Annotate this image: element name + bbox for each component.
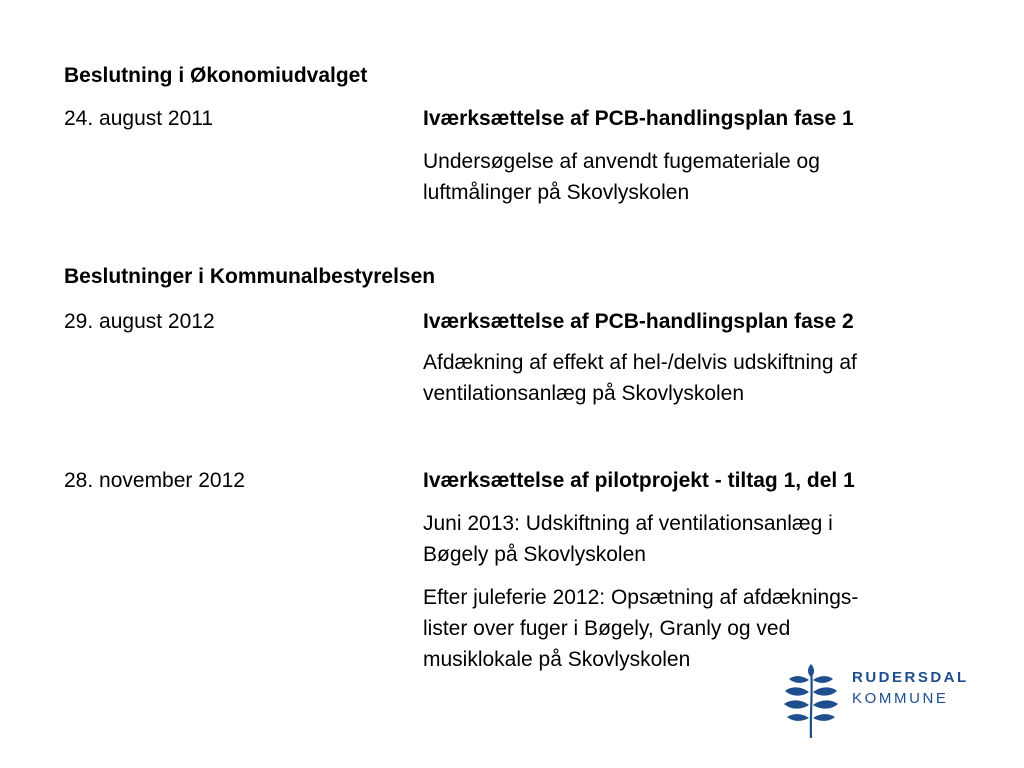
decision-item-line: Efter juleferie 2012: Opsætning af afdæknings- [423, 586, 859, 609]
decision-description-line: Undersøgelse af anvendt fugemateriale og [423, 150, 820, 173]
section-heading-kommunalbestyrelsen: Beslutninger i Kommunalbestyrelsen [64, 265, 436, 288]
decision-item-line: Bøgely på Skovlyskolen [423, 543, 646, 566]
decision-item-line: Juni 2013: Udskiftning af ventilationsanlæg i [423, 512, 833, 535]
section-heading-okonomiudvalget: Beslutning i Økonomiudvalget [64, 64, 368, 87]
decision-title: Iværksættelse af pilotprojekt - tiltag 1, del 1 [423, 469, 855, 492]
decision-date: 24. august 2011 [64, 107, 214, 130]
decision-date: 29. august 2012 [64, 310, 215, 333]
logo-name: RUDERSDAL [852, 669, 969, 686]
decision-item-line: musiklokale på Skovlyskolen [423, 648, 691, 671]
decision-description-line: Afdækning af effekt af hel-/delvis udskiftning af [423, 351, 857, 374]
decision-title: Iværksættelse af PCB-handlingsplan fase 1 [423, 107, 854, 130]
decision-item-line: lister over fuger i Bøgely, Granly og ved [423, 617, 791, 640]
decision-description-line: ventilationsanlæg på Skovlyskolen [423, 382, 745, 405]
decision-description-line: luftmålinger på Skovlyskolen [423, 181, 690, 204]
decision-date: 28. november 2012 [64, 469, 245, 492]
logo-subtitle: KOMMUNE [852, 690, 949, 707]
decision-title: Iværksættelse af PCB-handlingsplan fase 2 [423, 310, 854, 333]
